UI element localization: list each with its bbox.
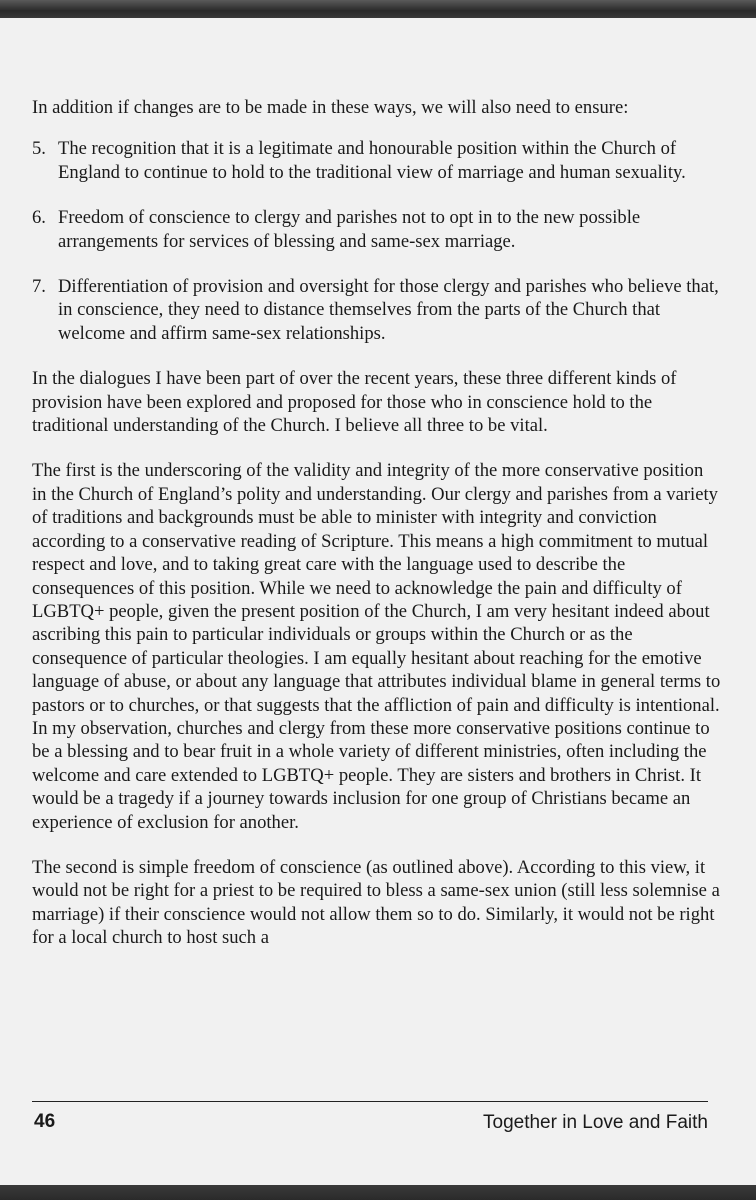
list-item-text: The recognition that it is a legitimate and honourable position within the Church of England to continue to hold to the traditional view of marriage and human sexuality. [58, 138, 686, 183]
top-edge-bar [0, 0, 756, 18]
list-item-text: Freedom of conscience to clergy and parishes not to opt in to the new possible arrangements for services of blessing and same-sex marriage. [58, 207, 641, 252]
page-number: 46 [34, 1111, 56, 1132]
footer-divider [32, 1101, 708, 1102]
body-paragraph: The second is simple freedom of conscience (as outlined above). According to this view, it would not be right for a priest to be required to bless a same-sex union (still less solemnise a marriage) if their conscience would not allow them so to do. Similarly, it would not be right for a local church to host such a [32, 856, 720, 949]
list-item [32, 137, 722, 184]
list-item-number: 6. [32, 207, 46, 229]
intro-paragraph: In addition if changes are to be made in these ways, we will also need to ensure: [32, 97, 629, 118]
body-paragraph: The first is the underscoring of the validity and integrity of the more conservative position in the Church of England’s polity and understanding. Our clergy and parishes from a variety of traditions and backgrounds must be able to minister with integrity and conviction according to a conservative reading of Scripture. This means a high commitment to mutual respect and love, and to taking great care with the language used to describe the consequences of this position. While we need to acknowledge the pain and difficulty of LGBTQ+ people, given the present position of the Church, I am very hesitant indeed about ascribing this pain to particular individuals or groups within the Church or as the consequence of particular theologies. I am equally hesitant about reaching for the emotive language of abuse, or about any language that attributes individual blame in general terms to pastors or to churches, or that suggests that the affliction of pain and difficulty is intentional. In my observation, churches and clergy from these more conservative positions continue to be a blessing and to bear fruit in a whole variety of different ministries, often including the welcome and care extended to LGBTQ+ people. They are sisters and brothers in Christ. It would be a tragedy if a journey towards inclusion for one group of Christians became an experience of exclusion for another. [32, 460, 721, 833]
running-title: Together in Love and Faith [483, 1112, 708, 1133]
page-body [32, 96, 722, 972]
list-item-number: 7. [32, 276, 46, 298]
bottom-edge-bar [0, 1185, 756, 1200]
list-item-number: 5. [32, 138, 46, 160]
list-item [32, 206, 722, 253]
list-item-text: Differentiation of provision and oversight for those clergy and parishes who believe that, in conscience, they need to distance themselves from the parts of the Church that welcome and affirm same-sex relationships. [58, 276, 719, 344]
body-paragraph: In the dialogues I have been part of over the recent years, these three different kinds of provision have been explored and proposed for those who in conscience hold to the traditional understanding of the Church. I believe all three to be vital. [32, 368, 677, 437]
list-item [32, 275, 722, 345]
